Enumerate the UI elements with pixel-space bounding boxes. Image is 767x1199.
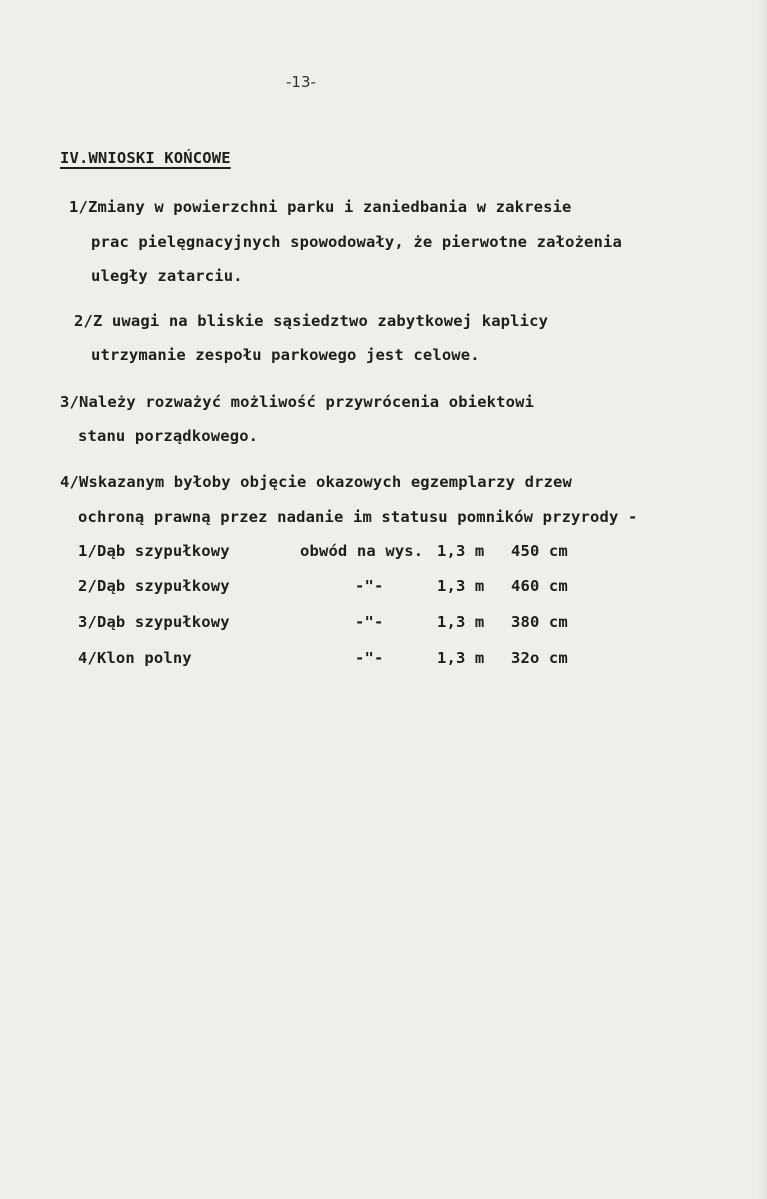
tree-3-measure: -"- xyxy=(355,613,384,631)
section-heading: IV.WNIOSKI KOŃCOWE xyxy=(60,149,231,167)
tree-2-measure: -"- xyxy=(355,577,384,595)
tree-3-circumference: 380 cm xyxy=(511,613,568,631)
tree-3-name: 3/Dąb szypułkowy xyxy=(78,613,230,631)
tree-4-circumference: 32o cm xyxy=(511,649,568,667)
page-edge-shadow xyxy=(757,0,767,1199)
paragraph-3-line-2: stanu porządkowego. xyxy=(78,427,259,445)
paragraph-1-line-1: 1/Zmiany w powierzchni parku i zaniedbania w zakresie xyxy=(69,198,572,216)
paragraph-2-line-1: 2/Z uwagi na bliskie sąsiedztwo zabytkowej kaplicy xyxy=(74,312,549,330)
paragraph-4-line-2: ochroną prawną przez nadanie im statusu pomników przyrody - xyxy=(78,508,638,526)
paragraph-3-line-1: 3/Należy rozważyć możliwość przywrócenia obiektowi xyxy=(60,393,535,411)
tree-1-name: 1/Dąb szypułkowy xyxy=(78,542,230,560)
paragraph-1-line-2: prac pielęgnacyjnych spowodowały, że pierwotne założenia xyxy=(91,233,622,251)
paragraph-4-line-1: 4/Wskazanym byłoby objęcie okazowych egzemplarzy drzew xyxy=(60,473,573,491)
paragraph-2-line-2: utrzymanie zespołu parkowego jest celowe. xyxy=(91,346,480,364)
paragraph-1-line-3: uległy zatarciu. xyxy=(91,267,243,285)
tree-1-measure: obwód na wys. xyxy=(300,542,424,560)
tree-2-circumference: 460 cm xyxy=(511,577,568,595)
tree-1-height: 1,3 m xyxy=(437,542,485,560)
tree-3-height: 1,3 m xyxy=(437,613,485,631)
tree-1-circumference: 450 cm xyxy=(511,542,568,560)
tree-2-name: 2/Dąb szypułkowy xyxy=(78,577,230,595)
tree-2-height: 1,3 m xyxy=(437,577,485,595)
tree-4-height: 1,3 m xyxy=(437,649,485,667)
page-number: -13- xyxy=(286,73,316,91)
tree-4-measure: -"- xyxy=(355,649,384,667)
tree-4-name: 4/Klon polny xyxy=(78,649,192,667)
